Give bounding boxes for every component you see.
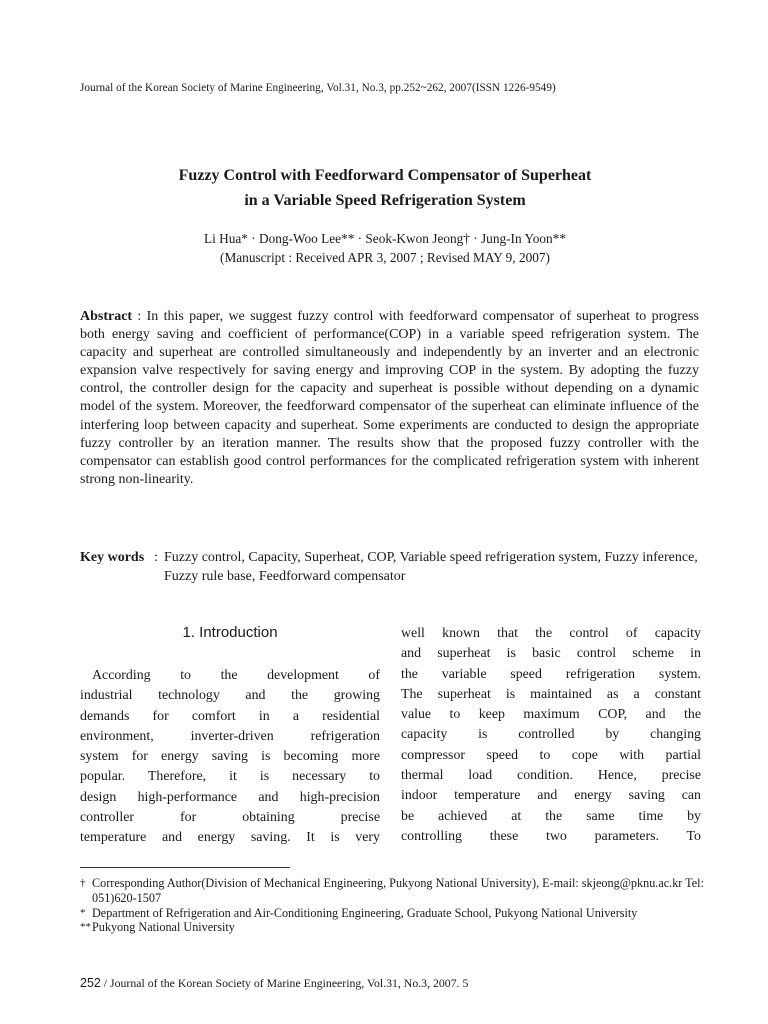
footnote-mark: * xyxy=(80,906,86,919)
text-line: compressor speed to cope with partial xyxy=(401,747,701,763)
page-number: 252 xyxy=(80,976,101,990)
abstract-label: Abstract xyxy=(80,309,133,324)
text-line: capacity is controlled by changing xyxy=(401,727,701,743)
author-block xyxy=(60,229,710,267)
text-line: demands for comfort in a residential xyxy=(80,708,380,724)
text-line: environment, inverter-driven refrigeration xyxy=(80,728,380,744)
text-line: According to the development of xyxy=(92,668,380,683)
abstract xyxy=(80,308,699,489)
text-line: design high-performance and high-precision xyxy=(80,789,380,805)
text-line: value to keep maximum COP, and the xyxy=(401,707,701,723)
text-line: controller for obtaining precise xyxy=(80,810,380,826)
text-line: temperature and energy saving. It is very xyxy=(80,830,380,846)
text-line: thermal load condition. Hence, precise xyxy=(401,768,701,784)
text-line: be achieved at the same time by xyxy=(401,808,701,824)
footnote-corresponding-author xyxy=(80,876,705,906)
footnote-divider xyxy=(80,867,290,868)
manuscript-dates: (Manuscript : Received APR 3, 2007 ; Revised MAY 9, 2007) xyxy=(220,250,550,265)
journal-header: Journal of the Korean Society of Marine Engineering, Vol.31, No.3, pp.252~262, 2007(ISSN 1226-9549) xyxy=(80,82,556,94)
footnote-text: Department of Refrigeration and Air-Conditioning Engineering, Graduate School, Pukyong National University xyxy=(92,905,638,920)
keywords-label: Key words xyxy=(80,550,145,565)
footnote-affiliation-1 xyxy=(80,906,705,921)
footnote-text: Pukyong National University xyxy=(92,920,235,935)
footnotes xyxy=(80,876,705,935)
page-footer xyxy=(80,976,700,991)
text-line: system for energy saving is becoming more xyxy=(80,749,380,765)
title-line-1: Fuzzy Control with Feedforward Compensator of Superheat xyxy=(178,167,592,184)
keywords-colon: : xyxy=(154,550,158,565)
text-line: industrial technology and the growing xyxy=(80,688,380,704)
footnote-mark: † xyxy=(80,877,86,889)
text-line: well known that the control of capacity xyxy=(401,626,701,641)
footnote-mark: ** xyxy=(80,921,91,934)
author-names: Li Hua* · Dong-Woo Lee** · Seok-Kwon Jeong† · Jung-In Yoon** xyxy=(204,231,566,246)
title-line-2: in a Variable Speed Refrigeration System xyxy=(244,192,526,209)
keywords xyxy=(80,548,700,586)
footer-journal: / Journal of the Korean Society of Marine Engineering, Vol.31, No.3, 2007. 5 xyxy=(100,976,469,990)
footnote-affiliation-2 xyxy=(80,920,705,935)
text-line: popular. Therefore, it is necessary to xyxy=(80,769,380,785)
footnote-text: Corresponding Author(Division of Mechanical Engineering, Pukyong National University), E-mail: skjeong@pknu.ac.kr Tel: 051)620-1507 xyxy=(92,876,704,905)
text-line: the variable speed refrigeration system. xyxy=(401,666,701,682)
keywords-text: Fuzzy control, Capacity, Superheat, COP, Variable speed refrigeration system, Fuzzy inference, Fuzzy rule base, Feedforward compensator xyxy=(164,550,698,584)
text-line: controlling these two parameters. To xyxy=(401,828,701,844)
intro-right-column xyxy=(401,624,701,847)
text-line: The superheat is maintained as a constant xyxy=(401,686,701,702)
text-line: and superheat is basic control scheme in xyxy=(401,646,701,662)
section-heading-introduction: 1. Introduction xyxy=(182,624,278,641)
text-line: indoor temperature and energy saving can xyxy=(401,788,701,804)
abstract-colon: : xyxy=(132,309,147,324)
paper-title xyxy=(60,163,710,213)
abstract-text: In this paper, we suggest fuzzy control with feedforward compensator of superheat to progress both energy saving and coefficient of performance(COP) in a variable speed refrigeration system. The capacity and superheat are controlled simultaneously and independently by an inverter and an electronic expansion valve respectively for saving energy and improving COP in the system. By adopting the fuzzy control, the controller design for the capacity and superheat is possible without depending on a dynamic model of the system. Moreover, the feedforward compensator of the superheat can eliminate influence of the interfering loop between capacity and superheat. Some experiments are conducted to design the appropriate fuzzy controller by an iteration manner. The results show that the proposed fuzzy controller with the compensator can establish good control performances for the complicated refrigeration system with inherent strong non-linearity. xyxy=(80,309,700,487)
intro-left-column xyxy=(80,666,380,849)
